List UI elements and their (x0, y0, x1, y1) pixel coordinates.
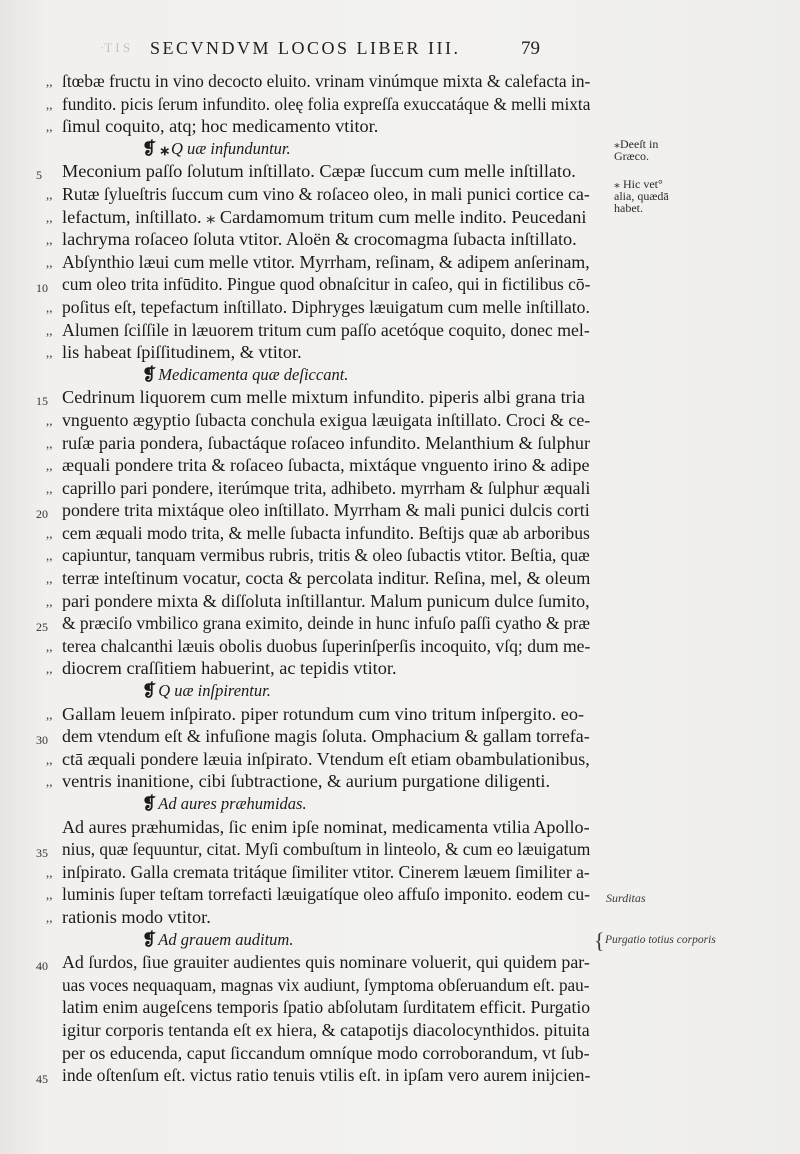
line-text: ventris inanitione, cibi ſubtractione, & aurium purgatione diligenti. (62, 771, 551, 792)
text-line (62, 974, 590, 997)
text-line (46, 251, 590, 274)
running-title: SECVNDVM LOCOS LIBER III. (150, 38, 461, 58)
section-heading-text: Q uæ inſpirentur. (158, 681, 271, 701)
text-line (46, 770, 590, 793)
text-line (46, 93, 591, 116)
line-number: 30 (36, 733, 48, 748)
text-line (46, 861, 590, 884)
text-line (46, 567, 591, 590)
line-text: lachryma roſaceo ſoluta vtitor. Aloën & crocomagma ſubacta inſtillato. (62, 229, 577, 250)
line-text: per os educenda, caput ſiccandum omníque modo corroborandum, vt ſub- (62, 1042, 590, 1063)
text-line (46, 296, 590, 319)
text-line (46, 477, 591, 500)
line-text: poſitus eſt, tepefactum inſtillato. Diphryges læuigatum cum melle inſtillato. (62, 296, 590, 317)
quotation-mark: ,, (46, 480, 53, 496)
text-line (36, 273, 591, 296)
text-line (46, 341, 590, 364)
text-line (46, 432, 591, 455)
quotation-mark: ,, (46, 254, 53, 270)
quotation-mark: ,, (46, 232, 53, 248)
quotation-mark: ,, (46, 706, 53, 722)
line-text: pondere trita mixtáque oleo inſtillato. Myrrham & mali punici dulcis corti (62, 500, 590, 521)
text-line (62, 996, 590, 1019)
margin-note-deest: ⁎Deeſt in Græco. (614, 137, 659, 163)
text-line (46, 657, 590, 680)
margin-note-hic-vet: ⁎ Hic vet° alia, quædā habet. (614, 177, 669, 215)
text-line (46, 206, 590, 229)
line-text: lefactum, inſtillato. ⁎ Cardamomum tritum cum melle indito. Peucedani (62, 206, 587, 227)
quotation-mark: ,, (46, 119, 53, 135)
quotation-mark: ,, (46, 751, 53, 767)
line-text: fundito. picis ſerum infundito. oleę folia expreſſa exuccatáque & melli mixta (62, 93, 591, 114)
text-line (36, 386, 590, 409)
line-number: 25 (36, 620, 48, 635)
section-heading (62, 138, 590, 161)
quotation-mark: ,, (46, 209, 53, 225)
text-line (46, 454, 590, 477)
quotation-mark: ,, (46, 548, 53, 564)
text-line (36, 499, 590, 522)
section-heading-text: Medicamenta quæ deſiccant. (158, 364, 349, 384)
line-number: 20 (36, 507, 48, 522)
text-line (36, 951, 590, 974)
text-line (46, 228, 590, 251)
line-text: igitur corporis tentanda eſt ex hiera, & catapotijs diacolocynthidos. pituita (62, 1019, 590, 1040)
text-line (46, 522, 590, 545)
line-text: inde oſtenſum eſt. victus ratio tenuis vtilis eſt. in ipſam vero aurem inijcien- (62, 1065, 591, 1086)
line-text: cum oleo trita infūdito. Pingue quod obnaſcitur in caſeo, qui in fictilibus cō- (62, 274, 591, 295)
line-number: 5 (36, 168, 42, 183)
line-number: 35 (36, 846, 48, 861)
handwritten-note-purgatio: Purgatio totius corporis (605, 934, 716, 946)
pilcrow-icon: ❡ (142, 794, 157, 813)
line-text: dem vtendum eſt & infuſione magis ſoluta. Omphacium & gallam torrefa- (62, 726, 590, 747)
quotation-mark: ,, (46, 345, 53, 361)
line-text: ſtœbæ fructu in vino decocto eluito. vrinam vinúmque mixta & calefacta in- (62, 71, 591, 91)
line-text: luminis ſuper teſtam torrefacti læuigatíque oleo affuſo imponito. eodem cu- (62, 884, 590, 905)
text-line (36, 612, 590, 635)
line-text: ſimul coquito, atq; hoc medicamento vtitor. (62, 116, 379, 137)
text-line (36, 1064, 591, 1087)
line-text: vnguento ægyptio ſubacta conchula exigua læuigata inſtillato. Croci & ce- (62, 409, 591, 430)
quotation-mark: ,, (46, 74, 53, 89)
line-text: Ad aures præhumidas, ſic enim ipſe nominat, medicamenta vtilia Apollo- (62, 816, 590, 837)
quotation-mark: ,, (46, 774, 53, 790)
line-text: latim enim augeſcens temporis ſpatio abſolutam ſurditatem efficit. Purgatio (62, 997, 591, 1018)
text-line (46, 70, 591, 93)
pilcrow-icon: ❡ (142, 929, 157, 949)
line-text: Ad ſurdos, ſiue grauiter audientes quis nominare voluerit, qui quidem par- (62, 952, 590, 973)
pilcrow-icon: ❡ (142, 681, 157, 701)
pilcrow-icon: ❡ ⁎ (142, 138, 169, 158)
section-heading-text: Q uæ infunduntur. (171, 138, 291, 158)
quotation-mark: ,, (46, 322, 53, 338)
line-text: æquali pondere trita & roſaceo ſubacta, mixtáque vnguento irino & adipe (62, 455, 590, 476)
section-heading (62, 793, 590, 816)
quotation-mark: ,, (46, 593, 53, 609)
main-text-block (36, 70, 591, 1087)
text-line (46, 319, 590, 342)
line-text: cem æquali modo trita, & melle ſubacta infundito. Beſtijs quæ ab arboribus (62, 522, 590, 543)
line-number: 45 (36, 1072, 48, 1087)
quotation-mark: ,, (46, 186, 53, 202)
quotation-mark: ,, (46, 638, 53, 654)
text-line (36, 160, 590, 183)
line-number: 15 (36, 394, 48, 409)
line-text: & præciſo vmbilico grana eximito, deinde in hunc infuſo paſſi cyatho & præ (62, 613, 590, 634)
text-line (46, 183, 590, 206)
quotation-mark: ,, (46, 661, 53, 677)
line-text: ruſæ paria pondera, ſubactáque roſaceo infundito. Melanthium & ſulphur (62, 432, 591, 453)
text-line (46, 703, 590, 726)
text-line (62, 1019, 590, 1042)
quotation-mark: ,, (46, 864, 53, 880)
quotation-mark: ,, (46, 887, 53, 903)
line-text: terea chalcanthi læuis obolis duobus ſuperinſperſis incoquito, vſq; dum me- (62, 635, 591, 656)
line-text: inſpirato. Galla cremata tritáque ſimiliter vtitor. Cinerem læuem ſimiliter a- (62, 861, 590, 882)
line-text: lis habeat ſpiſſitudinem, & vtitor. (62, 342, 302, 363)
line-text: Abſynthio læui cum melle vtitor. Myrrham, reſinam, & adipem anſerinam, (62, 251, 590, 272)
text-line (62, 1042, 590, 1065)
section-heading-text: Ad aures præhumidas. (158, 794, 307, 813)
text-line (46, 544, 590, 567)
text-line (46, 883, 590, 906)
line-text: nius, quæ ſequuntur, citat. Myſi combuſtum in linteolo, & cum eo læuigatum (62, 839, 591, 860)
handwritten-bracket-icon: { (594, 928, 605, 953)
page-number: 79 (521, 38, 540, 59)
quotation-mark: ,, (46, 525, 53, 541)
section-heading-text: Ad grauem auditum. (158, 929, 294, 949)
text-line (46, 115, 590, 138)
section-heading (62, 364, 590, 387)
quotation-mark: ,, (46, 299, 53, 315)
line-text: diocrem craſſitiem habuerint, ac tepidis vtitor. (62, 658, 397, 679)
quotation-mark: ,, (46, 96, 53, 112)
text-line (46, 635, 591, 658)
quotation-mark: ,, (46, 458, 53, 474)
line-text: rationis modo vtitor. (62, 906, 211, 927)
bleed-through-text: ·T I S (100, 40, 131, 55)
text-line (62, 816, 590, 839)
text-line (36, 838, 591, 861)
quotation-mark: ,, (46, 571, 53, 587)
text-line (46, 748, 590, 771)
line-text: terræ inteſtinum vocatur, cocta & percolata inditur. Reſina, mel, & oleum (62, 568, 591, 589)
line-text: Alumen ſciſſile in læuorem tritum cum paſſo acetóque coquito, donec mel- (62, 319, 590, 340)
line-number: 10 (36, 281, 48, 296)
text-line (46, 409, 591, 432)
line-text: Meconium paſſo ſolutum inſtillato. Cæpæ ſuccum cum melle inſtillato. (62, 161, 576, 182)
text-line (46, 590, 590, 613)
line-text: Gallam leuem inſpirato. piper rotundum cum vino tritum inſpergito. eo- (62, 703, 585, 724)
section-heading (62, 929, 590, 952)
line-number: 40 (36, 959, 48, 974)
line-text: caprillo pari pondere, iterúmque trita, adhibeto. myrrham & ſulphur æquali (62, 477, 591, 498)
text-line (46, 906, 590, 929)
line-text: pari pondere mixta & diſſoluta inſtillantur. Malum punicum dulce ſumito, (62, 590, 590, 611)
line-text: Rutæ ſylueſtris ſuccum cum vino & roſaceo oleo, in mali punici cortice ca- (62, 183, 590, 204)
quotation-mark: ,, (46, 909, 53, 925)
handwritten-note-surditas: Surditas (606, 891, 646, 905)
section-heading (62, 680, 590, 703)
line-text: ctā æquali pondere læuia inſpirato. Vtendum eſt etiam obambulationibus, (62, 748, 590, 769)
line-text: Cedrinum liquorem cum melle mixtum infundito. piperis albi grana tria (62, 387, 585, 408)
quotation-mark: ,, (46, 412, 53, 428)
quotation-mark: ,, (46, 435, 53, 451)
line-text: capiuntur, tanquam vermibus rubris, tritis & oleo ſubactis vtitor. Beſtia, quæ (62, 545, 590, 566)
text-line (36, 725, 590, 748)
pilcrow-icon: ❡ (142, 364, 157, 384)
line-text: uas voces nequaquam, magnas vix audiunt, ſymptoma obſeruandum eſt. pau- (62, 974, 590, 995)
